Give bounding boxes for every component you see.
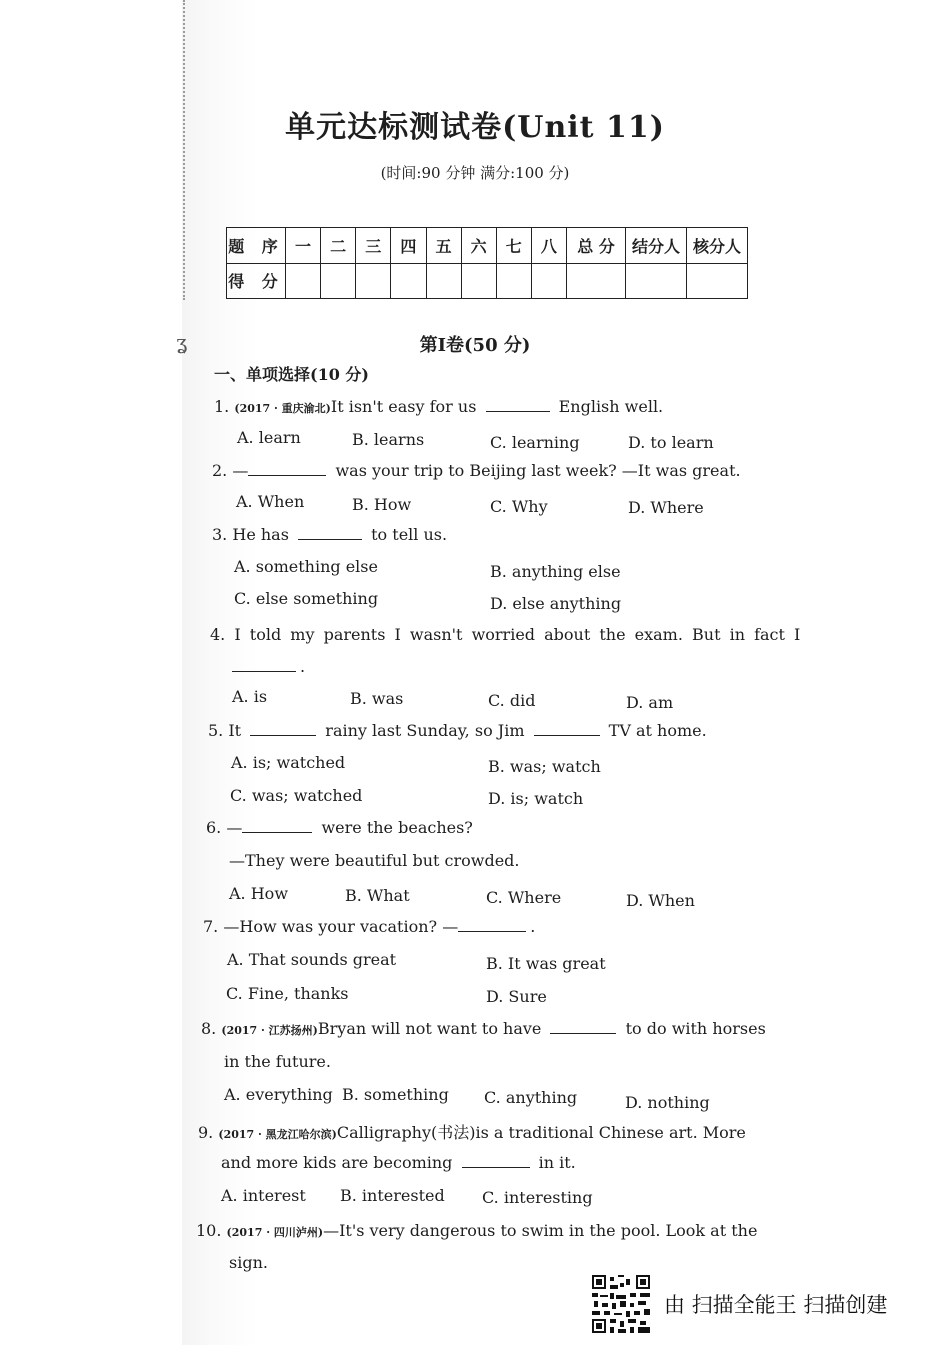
qr-code-icon (592, 1275, 650, 1333)
score-cell: 八 (531, 228, 566, 264)
binding-line (183, 0, 185, 300)
score-empty-cell (461, 263, 496, 299)
question-number: 7. (203, 917, 219, 936)
option: D. Sure (486, 987, 547, 1006)
answer-blank (232, 657, 296, 672)
question-text: in it. (538, 1153, 576, 1172)
question-6 (206, 818, 473, 837)
answer-blank (242, 818, 312, 833)
option: B. anything else (490, 562, 621, 581)
option: B. How (352, 495, 412, 514)
question-text: were the beaches? (321, 818, 473, 837)
score-cell: 五 (426, 228, 461, 264)
question-number: 10. (196, 1221, 222, 1240)
question-text: Bryan will not want to have (317, 1019, 542, 1038)
option: B. was; watch (488, 757, 601, 776)
option: D. else anything (490, 594, 622, 613)
question-text: rainy last Sunday, so Jim (325, 721, 525, 740)
question-4 (210, 625, 800, 644)
option: C. did (488, 691, 536, 710)
question-text: I told my parents I wasn't worried about the exam. But in fact I (234, 625, 801, 644)
question-1 (214, 397, 663, 416)
scanner-watermark (592, 1275, 932, 1335)
answer-blank (298, 525, 362, 540)
option: A. learn (237, 428, 301, 447)
option: D. nothing (625, 1093, 710, 1112)
option: B. something (342, 1085, 449, 1104)
option: A. is; watched (231, 753, 346, 772)
answer-blank (250, 721, 316, 736)
answer-blank (458, 917, 526, 932)
score-empty-cell (286, 263, 321, 299)
score-cell: 一 (286, 228, 321, 264)
question-text: It isn't easy for us (330, 397, 477, 416)
question-text: English well. (558, 397, 664, 416)
page-subtitle: (时间:90 分钟 满分:100 分) (380, 164, 570, 182)
score-empty-cell (496, 263, 531, 299)
question-number: 1. (214, 397, 230, 416)
question-text: sign. (229, 1253, 268, 1272)
question-text: It (228, 721, 242, 740)
option: C. else something (234, 589, 379, 608)
answer-blank (462, 1153, 530, 1168)
option: A. everything (224, 1085, 333, 1104)
score-empty-cell (391, 263, 426, 299)
question-text: Calligraphy(书法)is a traditional Chinese art. More (336, 1123, 746, 1142)
score-cell: 二 (321, 228, 356, 264)
option: B. was (350, 689, 404, 708)
option: A. something else (234, 557, 378, 576)
watermark-text: 由 扫描全能王 扫描创建 (664, 1293, 888, 1317)
answer-blank (550, 1019, 616, 1034)
question-7: 7. —How was your vacation? — . (203, 917, 536, 936)
question-text: He has (232, 525, 289, 544)
question-text: was your trip to Beijing last week? —It was great. (335, 461, 741, 480)
score-cell: 结分人 (626, 228, 687, 264)
question-number: 5. (208, 721, 224, 740)
question-number: 6. (206, 818, 222, 837)
score-empty-cell (321, 263, 356, 299)
option: C. was; watched (230, 786, 363, 805)
score-empty-cell (626, 263, 687, 299)
score-cell: 七 (496, 228, 531, 264)
edge-mark: ʓ (176, 330, 188, 354)
score-empty-cell (687, 263, 748, 299)
score-table (226, 227, 748, 299)
score-empty-cell (567, 263, 626, 299)
score-table-header-row (227, 228, 748, 264)
score-cell: 三 (356, 228, 391, 264)
question-text: —How was your vacation? — (223, 917, 459, 936)
score-table-score-row (227, 263, 748, 299)
question-source: (2017 · 黑龙江哈尔滨) (218, 1128, 337, 1141)
question-text: —It's very dangerous to swim in the pool. Look at the (323, 1221, 758, 1240)
score-empty-cell (426, 263, 461, 299)
option: B. It was great (486, 954, 606, 973)
score-cell: 六 (461, 228, 496, 264)
option: B. What (345, 886, 410, 905)
option: C. Why (490, 497, 548, 516)
question-5 (208, 721, 707, 740)
question-text: to do with horses (625, 1019, 766, 1038)
page-title: 单元达标测试卷(Unit 11) (285, 110, 665, 145)
question-source: (2017 · 四川泸州) (226, 1226, 324, 1239)
score-empty-cell (356, 263, 391, 299)
score-cell: 得 分 (227, 263, 286, 299)
option: C. learning (490, 433, 580, 452)
option: D. am (626, 693, 674, 712)
option: A. is (232, 687, 268, 706)
score-empty-cell (531, 263, 566, 299)
option: B. interested (340, 1186, 445, 1205)
option: C. Where (486, 888, 562, 907)
answer-blank (534, 721, 600, 736)
option: D. is; watch (488, 789, 584, 808)
question-9 (198, 1120, 746, 1143)
option: D. Where (628, 498, 704, 517)
question-source: (2017 · 重庆渝北) (234, 402, 331, 415)
part-title: 一、单项选择(10 分) (214, 365, 369, 384)
question-source: (2017 · 江苏扬州) (221, 1024, 318, 1037)
question-number: 3. (212, 525, 228, 544)
option: A. When (236, 492, 305, 511)
question-text: TV at home. (608, 721, 707, 740)
option: B. learns (352, 430, 425, 449)
answer-blank (248, 461, 326, 476)
question-number: 8. (201, 1019, 217, 1038)
question-2 (212, 461, 741, 480)
option: A. How (229, 884, 289, 903)
option: C. interesting (482, 1188, 593, 1207)
question-text: and more kids are becoming (221, 1153, 453, 1172)
question-8 (201, 1019, 766, 1038)
question-text: — (226, 818, 243, 837)
question-3 (212, 525, 447, 544)
score-cell: 题 序 (227, 228, 286, 264)
question-text: in the future. (224, 1052, 331, 1071)
option: D. When (626, 891, 695, 910)
question-4-continuation: . (232, 657, 305, 676)
option: A. That sounds great (227, 950, 397, 969)
question-number: 4. (210, 625, 226, 644)
option: A. interest (221, 1186, 306, 1205)
option: C. Fine, thanks (226, 984, 349, 1003)
question-text: — (232, 461, 249, 480)
question-number: 9. (198, 1123, 214, 1142)
section-title: 第Ⅰ卷(50 分) (419, 335, 531, 356)
option: D. to learn (628, 433, 714, 452)
question-text: —They were beautiful but crowded. (229, 851, 520, 870)
option: C. anything (484, 1088, 578, 1107)
question-9-line2 (221, 1153, 576, 1172)
answer-blank (486, 397, 550, 412)
question-number: 2. (212, 461, 228, 480)
score-cell: 核分人 (687, 228, 748, 264)
score-cell: 总 分 (567, 228, 626, 264)
score-cell: 四 (391, 228, 426, 264)
question-10 (196, 1221, 757, 1240)
question-text: to tell us. (371, 525, 448, 544)
